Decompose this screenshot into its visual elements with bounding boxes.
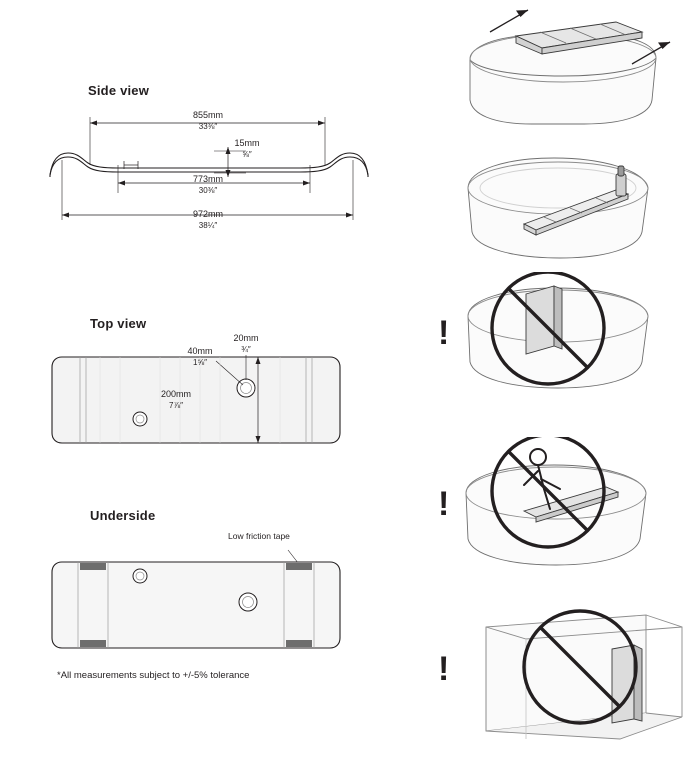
dim-972mm: 972mm 38¼″ <box>192 209 223 230</box>
figure-do-not-store-leaning-in-shower <box>420 605 700 745</box>
figure-tray-slide-on-tub <box>420 2 700 142</box>
dim-773mm: 773mm 30⅜″ <box>192 174 223 195</box>
figure-tray-on-tub-straps <box>420 136 700 276</box>
underside-view-title: Underside <box>90 508 156 523</box>
figure-do-not-sit-on-tray <box>420 437 700 577</box>
figure-do-not-stand-tray-upright <box>420 272 700 402</box>
dim-20mm: 20mm ¾″ <box>233 333 259 354</box>
dim-200mm: 200mm 7⅞″ <box>160 389 191 410</box>
top-view-title: Top view <box>90 316 147 331</box>
right-column <box>420 0 700 781</box>
side-view-title: Side view <box>88 83 150 98</box>
dim-855mm: 855mm 33⅜″ <box>192 110 223 131</box>
warning-exclamation-2: ! <box>438 485 450 523</box>
low-friction-tape-callout: Low friction tape <box>228 531 290 541</box>
underside-view-drawing <box>0 530 420 650</box>
dim-15mm: 15mm ⅝″ <box>234 138 260 159</box>
tolerance-note: *All measurements subject to +/-5% tolerance <box>57 670 250 681</box>
dim-40mm: 40mm 1⅝″ <box>187 346 213 367</box>
warning-exclamation-3: ! <box>438 650 450 688</box>
warning-exclamation-1: ! <box>438 314 450 352</box>
